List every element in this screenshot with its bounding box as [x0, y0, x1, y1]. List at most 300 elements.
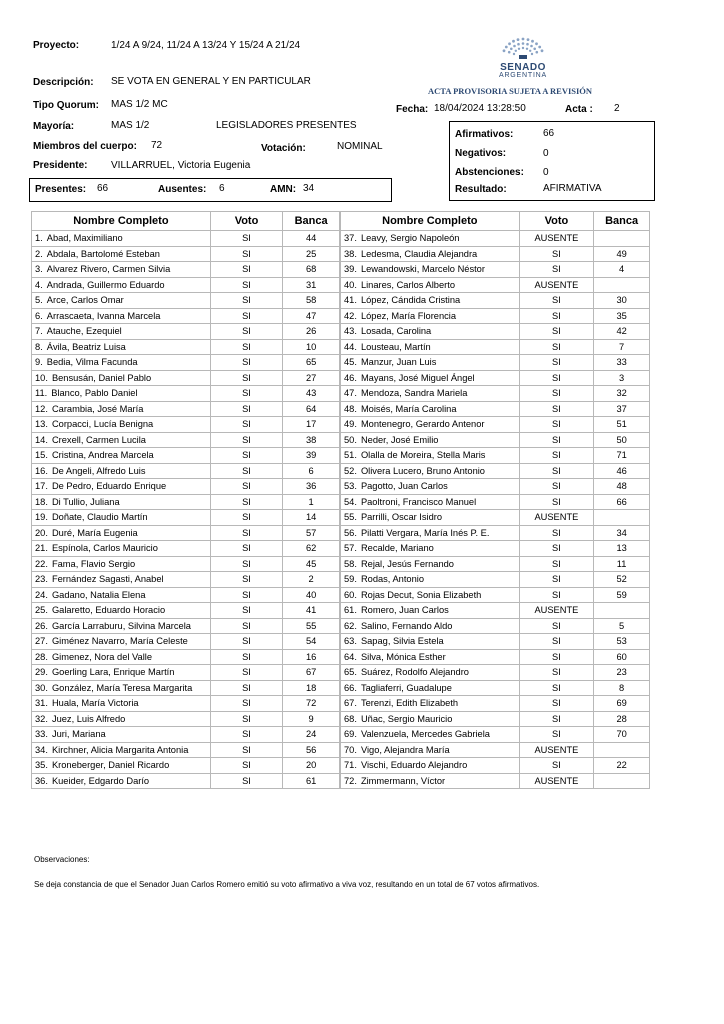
senator-name: López, Cándida Cristina: [360, 295, 461, 306]
row-number: 22.: [35, 558, 48, 569]
senator-name-cell: [32, 556, 211, 572]
senator-name-cell: [341, 370, 520, 386]
amn-label: AMN:: [270, 184, 297, 195]
presidente-label: Presidente:: [33, 160, 88, 171]
senator-name-cell: [341, 603, 520, 619]
table-row: [32, 587, 340, 603]
column-header-voto: Voto: [210, 212, 282, 231]
row-number: 15.: [35, 450, 48, 461]
table-header-row: [32, 212, 340, 231]
row-number: 50.: [344, 434, 357, 445]
senator-name: Rejal, Jesús Fernando: [360, 558, 454, 569]
senator-name: Terenzi, Edith Elizabeth: [360, 698, 459, 709]
table-row: [341, 386, 650, 402]
banca-cell: 70: [594, 727, 650, 743]
row-number: 62.: [344, 620, 357, 631]
vote-cell: SI: [210, 262, 282, 278]
banca-cell: 43: [283, 386, 340, 402]
banca-cell: 35: [594, 308, 650, 324]
table-row: [32, 556, 340, 572]
banca-cell: 48: [594, 479, 650, 495]
table-row: [341, 618, 650, 634]
senator-name-cell: [32, 277, 211, 293]
table-row: [341, 401, 650, 417]
senator-name: Juri, Mariana: [51, 729, 106, 740]
senator-name-cell: [32, 417, 211, 433]
vote-cell: SI: [519, 556, 594, 572]
table-row: [341, 277, 650, 293]
table-row: [341, 711, 650, 727]
table-row: [32, 572, 340, 588]
senator-name: Sapag, Silvia Estela: [360, 636, 444, 647]
vote-cell: SI: [210, 401, 282, 417]
banca-cell: 8: [594, 680, 650, 696]
row-number: 23.: [35, 574, 48, 585]
banca-cell: [594, 510, 650, 526]
banca-cell: 50: [594, 432, 650, 448]
table-row: [32, 525, 340, 541]
senator-name: Fernández Sagasti, Anabel: [51, 574, 164, 585]
row-number: 41.: [344, 295, 357, 306]
vote-cell: SI: [519, 634, 594, 650]
senator-name-cell: [341, 665, 520, 681]
vote-cell: SI: [210, 448, 282, 464]
table-row: [341, 649, 650, 665]
senator-name: Di Tullio, Juliana: [51, 496, 120, 507]
senator-name-cell: [32, 262, 211, 278]
vote-cell: SI: [210, 231, 282, 247]
senator-name-cell: [32, 448, 211, 464]
table-row: [341, 587, 650, 603]
senator-name-cell: [341, 758, 520, 774]
vote-cell: SI: [519, 417, 594, 433]
table-row: [32, 308, 340, 324]
row-number: 40.: [344, 279, 357, 290]
vote-cell: SI: [210, 432, 282, 448]
banca-cell: 44: [283, 231, 340, 247]
table-row: [32, 618, 340, 634]
senator-name: Neder, José Emilio: [360, 434, 439, 445]
row-number: 8.: [35, 341, 43, 352]
banca-cell: 66: [594, 494, 650, 510]
observaciones-text: Se deja constancia de que el Senador Juan Carlos Romero emitió su voto afirmativo a viva voz, resultando en un total de 67 votos afirmativos.: [34, 880, 540, 889]
senator-name-cell: [32, 727, 211, 743]
senator-name: Mayans, José Miguel Ángel: [360, 372, 475, 383]
row-number: 54.: [344, 496, 357, 507]
row-number: 58.: [344, 558, 357, 569]
afirmativos-value: 66: [543, 128, 555, 139]
senator-name-cell: [341, 386, 520, 402]
row-number: 71.: [344, 760, 357, 771]
senator-name: Abad, Maximiliano: [46, 233, 123, 244]
senator-name-cell: [341, 634, 520, 650]
vote-cell: SI: [210, 758, 282, 774]
vote-cell: SI: [210, 572, 282, 588]
row-number: 66.: [344, 682, 357, 693]
senator-name: Arce, Carlos Omar: [46, 295, 124, 306]
row-number: 4.: [35, 279, 43, 290]
vote-cell: SI: [210, 417, 282, 433]
vote-cell: AUSENTE: [519, 603, 594, 619]
banca-cell: 2: [283, 572, 340, 588]
row-number: 56.: [344, 527, 357, 538]
vote-cell: SI: [210, 742, 282, 758]
table-row: [341, 696, 650, 712]
table-row: [32, 742, 340, 758]
vote-cell: SI: [210, 618, 282, 634]
senator-name: Crexell, Carmen Lucila: [51, 434, 146, 445]
row-number: 20.: [35, 527, 48, 538]
senator-name-cell: [341, 696, 520, 712]
row-number: 27.: [35, 636, 48, 647]
banca-cell: 45: [283, 556, 340, 572]
senator-name: Rojas Decut, Sonia Elizabeth: [360, 589, 482, 600]
table-row: [341, 727, 650, 743]
vote-cell: SI: [519, 479, 594, 495]
vote-cell: SI: [519, 758, 594, 774]
banca-cell: 17: [283, 417, 340, 433]
senator-name: Atauche, Ezequiel: [46, 326, 122, 337]
proyecto-value: 1/24 A 9/24, 11/24 A 13/24 Y 15/24 A 21/24: [111, 40, 301, 51]
senator-name-cell: [341, 494, 520, 510]
table-row: [341, 262, 650, 278]
row-number: 1.: [35, 233, 43, 244]
senator-name-cell: [341, 308, 520, 324]
banca-cell: 56: [283, 742, 340, 758]
vote-cell: SI: [210, 773, 282, 789]
senator-name: Doñate, Claudio Martín: [51, 512, 148, 523]
senator-name: Mendoza, Sandra Mariela: [360, 388, 468, 399]
senator-name-cell: [32, 680, 211, 696]
senator-name-cell: [32, 432, 211, 448]
senator-name-cell: [341, 448, 520, 464]
banca-cell: 7: [594, 339, 650, 355]
banca-cell: 16: [283, 649, 340, 665]
miembros-label: Miembros del cuerpo:: [33, 141, 137, 152]
row-number: 63.: [344, 636, 357, 647]
negativos-label: Negativos:: [455, 148, 507, 159]
vote-cell: SI: [519, 432, 594, 448]
senator-name-cell: [32, 696, 211, 712]
row-number: 69.: [344, 729, 357, 740]
table-row: [341, 665, 650, 681]
vote-cell: SI: [519, 525, 594, 541]
table-row: [341, 556, 650, 572]
vote-cell: SI: [210, 463, 282, 479]
banca-cell: 9: [283, 711, 340, 727]
vote-cell: SI: [210, 293, 282, 309]
row-number: 59.: [344, 574, 357, 585]
row-number: 47.: [344, 388, 357, 399]
row-number: 29.: [35, 667, 48, 678]
banca-cell: 40: [283, 587, 340, 603]
senator-name-cell: [32, 603, 211, 619]
miembros-value: 72: [151, 140, 163, 151]
vote-cell: SI: [519, 355, 594, 371]
senator-name: Ledesma, Claudia Alejandra: [360, 248, 478, 259]
results-box: [449, 121, 655, 201]
vote-cell: SI: [519, 463, 594, 479]
row-number: 72.: [344, 775, 357, 786]
table-row: [341, 494, 650, 510]
row-number: 42.: [344, 310, 357, 321]
banca-cell: 55: [283, 618, 340, 634]
senator-name-cell: [32, 324, 211, 340]
senator-name-cell: [32, 401, 211, 417]
ausentes-value: 6: [219, 183, 225, 194]
logo-country: ARGENTINA: [498, 72, 548, 79]
mayoria-value: MAS 1/2: [111, 120, 150, 131]
vote-cell: SI: [519, 541, 594, 557]
senator-name: Carambia, José María: [51, 403, 144, 414]
attendance-box: [29, 178, 392, 202]
senator-name: Leavy, Sergio Napoleón: [360, 233, 460, 244]
banca-cell: [594, 603, 650, 619]
banca-cell: [594, 742, 650, 758]
senator-name-cell: [341, 572, 520, 588]
row-number: 46.: [344, 372, 357, 383]
banca-cell: 28: [594, 711, 650, 727]
senator-name-cell: [32, 494, 211, 510]
row-number: 16.: [35, 465, 48, 476]
senator-name: Silva, Mónica Esther: [360, 651, 446, 662]
senator-name-cell: [341, 727, 520, 743]
senator-name: López, María Florencia: [360, 310, 457, 321]
row-number: 45.: [344, 357, 357, 368]
senator-name-cell: [341, 525, 520, 541]
abstenciones-value: 0: [543, 167, 549, 178]
descripcion-label: Descripción:: [33, 77, 94, 88]
afirmativos-label: Afirmativos:: [455, 129, 514, 140]
abstenciones-label: Abstenciones:: [455, 167, 524, 178]
banca-cell: 27: [283, 370, 340, 386]
row-number: 31.: [35, 698, 48, 709]
table-row: [341, 742, 650, 758]
row-number: 48.: [344, 403, 357, 414]
banca-cell: 67: [283, 665, 340, 681]
row-number: 19.: [35, 512, 48, 523]
row-number: 33.: [35, 729, 48, 740]
senator-name-cell: [32, 479, 211, 495]
table-row: [32, 665, 340, 681]
senator-name: Arrascaeta, Ivanna Marcela: [46, 310, 161, 321]
senator-name: Juez, Luis Alfredo: [51, 713, 126, 724]
senator-name-cell: [341, 262, 520, 278]
vote-cell: SI: [210, 603, 282, 619]
row-number: 53.: [344, 481, 357, 492]
senator-name-cell: [32, 231, 211, 247]
vote-cell: SI: [519, 649, 594, 665]
banca-cell: 39: [283, 448, 340, 464]
banca-cell: 52: [594, 572, 650, 588]
senator-name-cell: [32, 634, 211, 650]
senator-name-cell: [32, 339, 211, 355]
senator-name-cell: [341, 618, 520, 634]
row-number: 25.: [35, 605, 48, 616]
senator-name: Pagotto, Juan Carlos: [360, 481, 448, 492]
row-number: 2.: [35, 248, 43, 259]
table-row: [341, 231, 650, 247]
senator-name-cell: [32, 572, 211, 588]
banca-cell: 25: [283, 246, 340, 262]
vote-cell: SI: [210, 355, 282, 371]
senator-name-cell: [341, 680, 520, 696]
presentes-label: Presentes:: [35, 184, 87, 195]
table-row: [32, 634, 340, 650]
table-row: [341, 479, 650, 495]
senator-name: Gimenez, Nora del Valle: [51, 651, 153, 662]
vote-cell: SI: [519, 293, 594, 309]
vote-cell: SI: [210, 727, 282, 743]
vote-cell: SI: [210, 277, 282, 293]
row-number: 6.: [35, 310, 43, 321]
hemicycle-icon: [500, 36, 546, 62]
ausentes-label: Ausentes:: [158, 184, 207, 195]
row-number: 18.: [35, 496, 48, 507]
senator-name: García Larraburu, Silvina Marcela: [51, 620, 191, 631]
row-number: 60.: [344, 589, 357, 600]
senator-name: Olalla de Moreira, Stella Maris: [360, 450, 486, 461]
row-number: 52.: [344, 465, 357, 476]
table-header-row: [341, 212, 650, 231]
table-row: [32, 758, 340, 774]
table-row: [341, 634, 650, 650]
table-row: [32, 277, 340, 293]
table-row: [341, 417, 650, 433]
banca-cell: 30: [594, 293, 650, 309]
banca-cell: 22: [594, 758, 650, 774]
banca-cell: 46: [594, 463, 650, 479]
table-row: [32, 727, 340, 743]
senator-name-cell: [341, 479, 520, 495]
senator-name: Tagliaferri, Guadalupe: [360, 682, 452, 693]
table-row: [341, 541, 650, 557]
table-row: [32, 696, 340, 712]
senator-name-cell: [341, 231, 520, 247]
table-row: [341, 355, 650, 371]
vote-cell: SI: [519, 401, 594, 417]
senator-name: Montenegro, Gerardo Antenor: [360, 419, 485, 430]
banca-cell: 59: [594, 587, 650, 603]
senator-name: Suárez, Rodolfo Alejandro: [360, 667, 469, 678]
senator-name: Cristina, Andrea Marcela: [51, 450, 154, 461]
senator-name: Vigo, Alejandra María: [360, 744, 450, 755]
banca-cell: 11: [594, 556, 650, 572]
row-number: 12.: [35, 403, 48, 414]
senator-name: Bensusán, Daniel Pablo: [51, 372, 152, 383]
senator-name: Romero, Juan Carlos: [360, 605, 449, 616]
votacion-value: NOMINAL: [337, 141, 383, 152]
vote-cell: SI: [519, 262, 594, 278]
table-row: [32, 324, 340, 340]
votes-table-left: [31, 211, 340, 789]
row-number: 13.: [35, 419, 48, 430]
senator-name: De Pedro, Eduardo Enrique: [51, 481, 167, 492]
senator-name: Ávila, Beatriz Luisa: [46, 341, 126, 352]
row-number: 36.: [35, 775, 48, 786]
senator-name: Pilatti Vergara, María Inés P. E.: [360, 527, 490, 538]
banca-cell: 68: [283, 262, 340, 278]
vote-cell: SI: [210, 324, 282, 340]
senator-name: Blanco, Pablo Daniel: [51, 388, 138, 399]
column-header-voto: Voto: [519, 212, 594, 231]
senator-name: Fama, Flavio Sergio: [51, 558, 136, 569]
row-number: 24.: [35, 589, 48, 600]
vote-cell: SI: [210, 510, 282, 526]
table-row: [32, 711, 340, 727]
banca-cell: 61: [283, 773, 340, 789]
table-row: [32, 463, 340, 479]
column-header-name: Nombre Completo: [341, 212, 520, 231]
row-number: 51.: [344, 450, 357, 461]
table-row: [32, 417, 340, 433]
senator-name: Valenzuela, Mercedes Gabriela: [360, 729, 490, 740]
table-row: [341, 293, 650, 309]
vote-cell: SI: [210, 587, 282, 603]
senator-name-cell: [32, 463, 211, 479]
vote-cell: SI: [210, 308, 282, 324]
senator-name-cell: [32, 758, 211, 774]
vote-cell: SI: [519, 618, 594, 634]
senator-name-cell: [32, 711, 211, 727]
column-header-banca: Banca: [594, 212, 650, 231]
banca-cell: 42: [594, 324, 650, 340]
banca-cell: 60: [594, 649, 650, 665]
vote-cell: SI: [519, 727, 594, 743]
senator-name-cell: [341, 417, 520, 433]
table-row: [32, 432, 340, 448]
row-number: 11.: [35, 388, 48, 399]
proyecto-label: Proyecto:: [33, 40, 80, 51]
senator-name-cell: [32, 773, 211, 789]
senator-name: Uñac, Sergio Mauricio: [360, 713, 453, 724]
banca-cell: 20: [283, 758, 340, 774]
vote-cell: SI: [210, 711, 282, 727]
row-number: 3.: [35, 264, 43, 275]
senator-name-cell: [341, 355, 520, 371]
table-row: [341, 308, 650, 324]
table-row: [32, 262, 340, 278]
senator-name: Salino, Fernando Aldo: [360, 620, 453, 631]
vote-cell: SI: [210, 479, 282, 495]
senator-name-cell: [341, 401, 520, 417]
table-row: [32, 231, 340, 247]
table-row: [32, 293, 340, 309]
senator-name-cell: [341, 510, 520, 526]
table-row: [32, 680, 340, 696]
senator-name: Corpacci, Lucía Benigna: [51, 419, 154, 430]
vote-cell: SI: [210, 634, 282, 650]
banca-cell: 49: [594, 246, 650, 262]
senator-name-cell: [341, 277, 520, 293]
senator-name: Paoltroni, Francisco Manuel: [360, 496, 477, 507]
banca-cell: [594, 231, 650, 247]
table-row: [341, 246, 650, 262]
table-row: [32, 603, 340, 619]
row-number: 34.: [35, 744, 48, 755]
mayoria-label: Mayoría:: [33, 121, 75, 132]
table-row: [341, 463, 650, 479]
vote-cell: SI: [210, 246, 282, 262]
senator-name: Gadano, Natalia Elena: [51, 589, 146, 600]
table-row: [341, 525, 650, 541]
banca-cell: 54: [283, 634, 340, 650]
row-number: 28.: [35, 651, 48, 662]
row-number: 26.: [35, 620, 48, 631]
table-row: [341, 773, 650, 789]
vote-cell: SI: [210, 541, 282, 557]
votacion-label: Votación:: [261, 143, 306, 154]
